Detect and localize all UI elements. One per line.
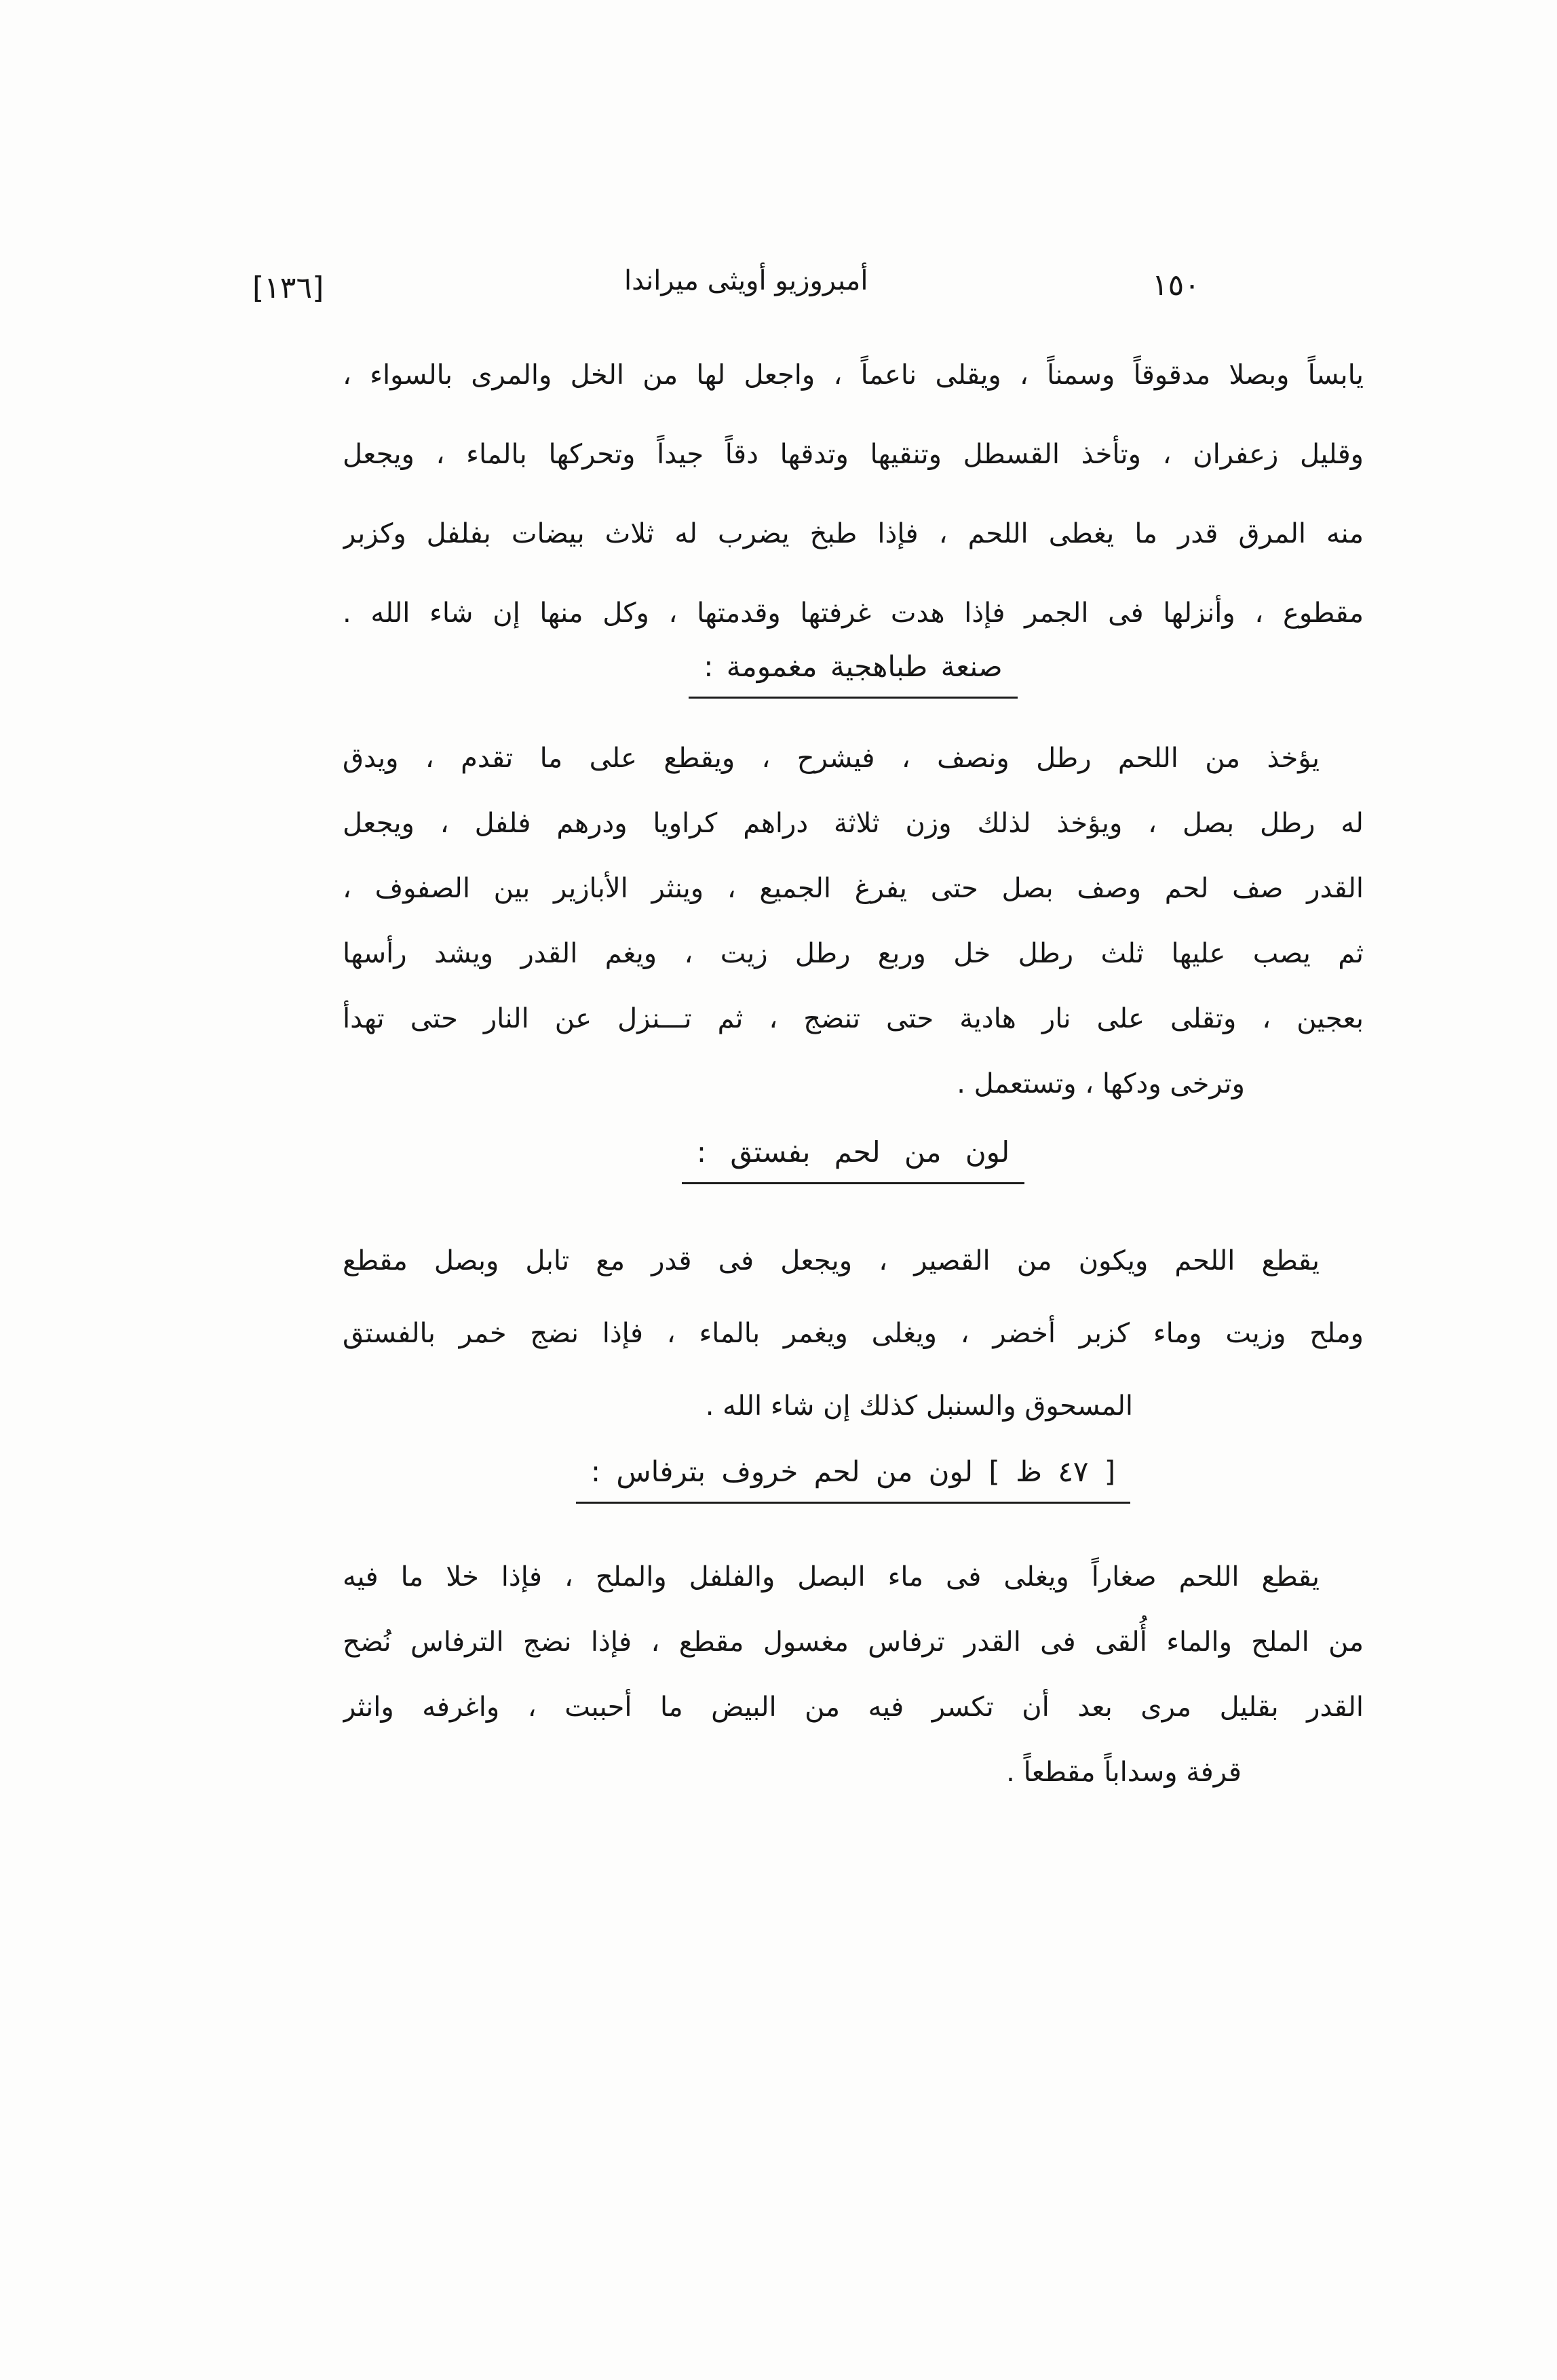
text-line: يقطع اللحم صغاراً ويغلى فى ماء البصل والفلفل والملح ، فإذا خلا ما فيه [343, 1561, 1320, 1593]
text-line: يابساً وبصلا مدقوقاً وسمناً ، ويقلى ناعماً ، واجعل لها من الخل والمرى بالسواء ، [343, 359, 1364, 391]
text-line: من الملح والماء أُلقى فى القدر ترفاس مغسول مقطع ، فإذا نضج الترفاس نُضح [343, 1626, 1364, 1658]
text-line: المسحوق والسنبل كذلك إن شاء الله . [705, 1390, 1133, 1422]
folio-reference: [١٣٦] [252, 271, 324, 305]
text-line: ثم يصب عليها ثلث رطل خل وربع رطل زيت ، ويغم القدر ويشد رأسها [343, 938, 1364, 969]
text-line: يؤخذ من اللحم رطل ونصف ، فيشرح ، ويقطع على ما تقدم ، ويدق [343, 743, 1320, 774]
paragraph-continuation [343, 336, 1364, 653]
text-line: القدر بقليل مرى بعد أن تكسر فيه من البيض ما أحببت ، واغرفه وانثر [343, 1692, 1364, 1723]
text-line: قرفة وسداباً مقطعاً . [1006, 1757, 1242, 1788]
text-line: وترخى ودكها ، وتستعمل . [957, 1068, 1245, 1099]
recipe-heading-tabahija-maghmuma [343, 648, 1364, 699]
text-line: بعجين ، وتقلى على نار هادية حتى تنضج ، ثم تـــنزل عن النار حتى تهدأ [343, 1003, 1364, 1034]
paragraph-tabahija-recipe [343, 726, 1364, 1116]
paragraph-pistachio-recipe [343, 1225, 1364, 1443]
text-column [343, 336, 1364, 1805]
text-line: منه المرق قدر ما يغطى اللحم ، فإذا طبخ يضرب له ثلاث بيضات بفلفل وكزبر [343, 518, 1364, 549]
heading-text: صنعة طباهجية مغمومة : [689, 648, 1017, 699]
text-line: له رطل بصل ، ويؤخذ لذلك وزن ثلاثة دراهم كراويا ودرهم فلفل ، ويجعل [343, 808, 1364, 839]
text-line: القدر صف لحم وصف بصل حتى يفرغ الجميع ، وينثر الأبازير بين الصفوف ، [343, 873, 1364, 904]
paragraph-truffle-recipe [343, 1544, 1364, 1805]
page-header [0, 261, 1557, 322]
page-number: ١٥٠ [1152, 268, 1200, 303]
recipe-heading-lamb-truffle [343, 1453, 1364, 1504]
heading-text: [ ٤٧ ظ ] لون من لحم خروف بترفاس : [576, 1453, 1130, 1504]
running-title: أمبروزيو أويثى ميراندا [624, 265, 868, 296]
recipe-heading-meat-pistachio [343, 1133, 1364, 1184]
text-line: وملح وزيت وماء كزبر أخضر ، ويغلى ويغمر بالماء ، فإذا نضج خمر بالفستق [343, 1318, 1364, 1349]
heading-text: لون من لحم بفستق : [682, 1133, 1024, 1184]
text-line: مقطوع ، وأنزلها فى الجمر فإذا هدت غرفتها وقدمتها ، وكل منها إن شاء الله . [343, 598, 1364, 629]
text-line: يقطع اللحم ويكون من القصير ، ويجعل فى قدر مع تابل وبصل مقطع [343, 1245, 1320, 1276]
text-line: وقليل زعفران ، وتأخذ القسطل وتنقيها وتدقها دقاً جيداً وتحركها بالماء ، ويجعل [343, 439, 1364, 470]
